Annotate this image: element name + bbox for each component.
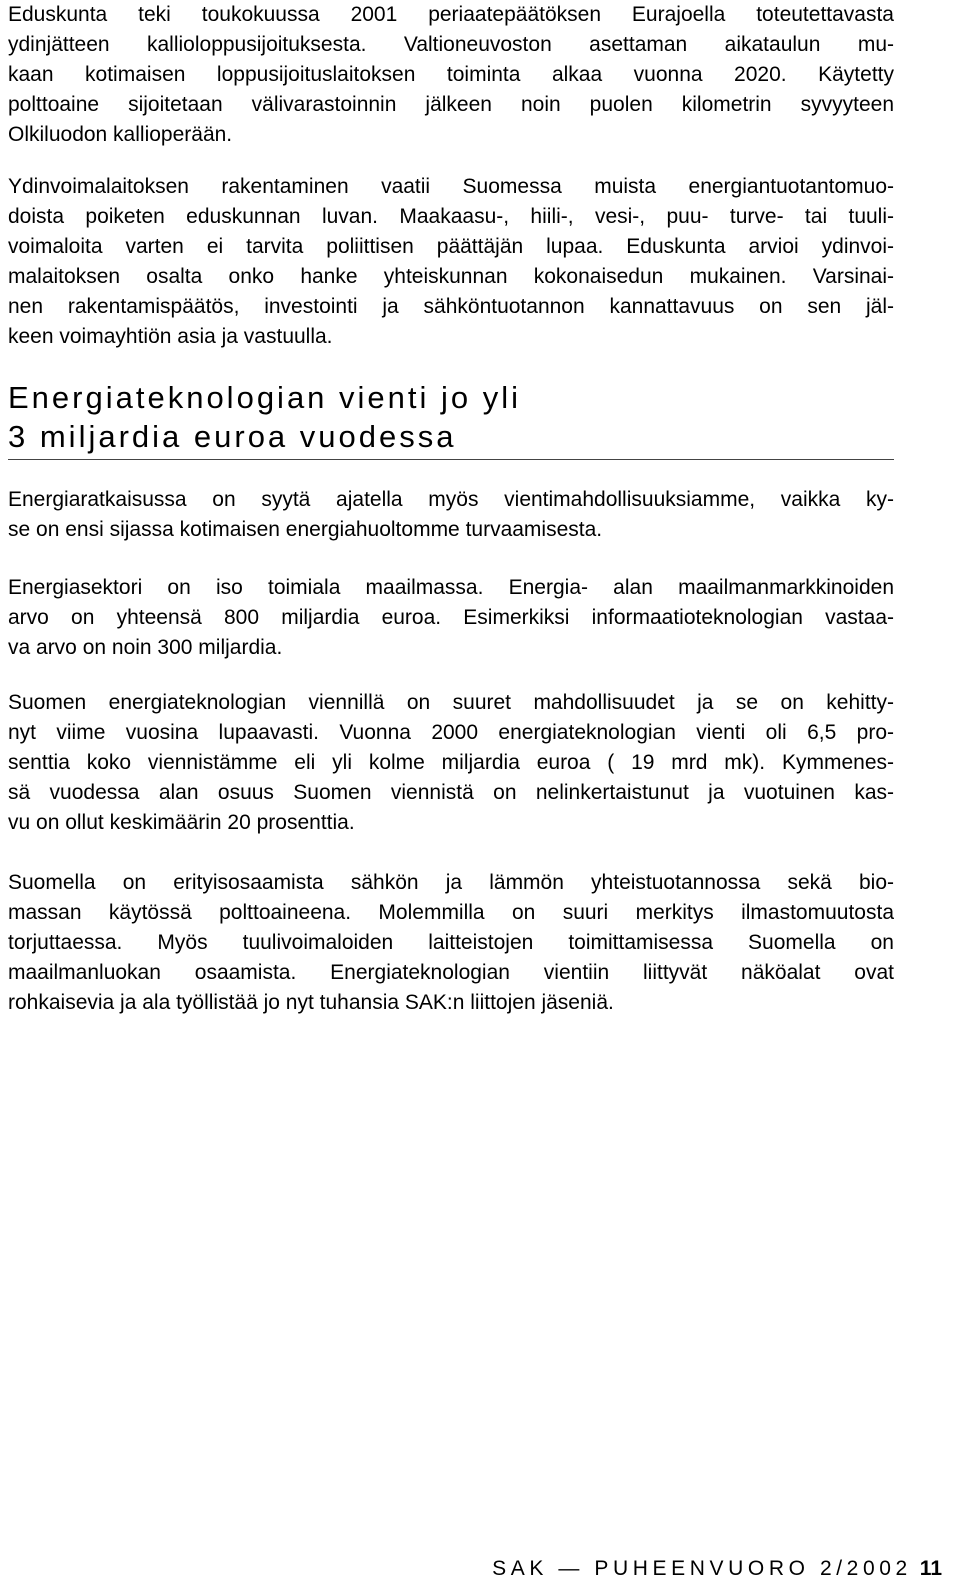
paragraph-1 [8,0,894,150]
paragraph-line: vu on ollut keskimäärin 20 prosenttia. [8,811,355,834]
paragraph-line: doista poiketen eduskunnan luvan. Maakaasu-, hiili-, vesi-, puu- turve- tai tuuli- [8,205,894,228]
paragraph-line: Energiasektori on iso toimiala maailmassa. Energia- alan maailmanmarkkinoiden [8,576,894,599]
page-number: 11 [919,1557,942,1580]
paragraph-line: se on ensi sijassa kotimaisen energiahuoltomme turvaamisesta. [8,518,603,541]
paragraph-line: massan käytössä polttoaineena. Molemmilla on suuri merkitys ilmastomuutosta [8,901,894,924]
footer-publication: SAK — PUHEENVUORO 2/2002 [492,1557,912,1580]
paragraph-line: va arvo on noin 300 miljardia. [8,636,283,659]
paragraph-4 [8,573,894,663]
paragraph-line: torjuttaessa. Myös tuulivoimaloiden laitteistojen toimittamisessa Suomella on [8,931,894,954]
paragraph-line: Energiaratkaisussa on syytä ajatella myös vientimahdollisuuksiamme, vaikka ky- [8,488,894,511]
paragraph-line: arvo on yhteensä 800 miljardia euroa. Esimerkiksi informaatioteknologian vastaa- [8,606,894,629]
paragraph-line: keen voimayhtiön asia ja vastuulla. [8,325,333,348]
paragraph-line: voimaloita varten ei tarvita poliittisen päättäjän lupaa. Eduskunta arvioi ydinvoi- [8,235,894,258]
paragraph-line: malaitoksen osalta onko hanke yhteiskunnan kokonaisedun mukainen. Varsinai- [8,265,894,288]
paragraph-line: Ydinvoimalaitoksen rakentaminen vaatii Suomessa muista energiantuotantomuo- [8,175,894,198]
heading-divider [8,459,894,460]
paragraph-2 [8,172,894,352]
paragraph-line: kaan kotimaisen loppusijoituslaitoksen toiminta alkaa vuonna 2020. Käytetty [8,63,894,86]
paragraph-6 [8,868,894,1018]
paragraph-line: senttia koko viennistämme eli yli kolme miljardia euroa ( 19 mrd mk). Kymmenes- [8,751,894,774]
section-heading-line: 3 miljardia euroa vuodessa [8,419,457,454]
section-heading [8,378,894,456]
paragraph-line: ydinjätteen kallioloppusijoituksesta. Valtioneuvoston asettaman aikataulun mu- [8,33,894,56]
paragraph-line: polttoaine sijoitetaan välivarastoinnin jälkeen noin puolen kilometrin syvyyteen [8,93,894,116]
paragraph-line: rohkaisevia ja ala työllistää jo nyt tuhansia SAK:n liittojen jäseniä. [8,991,614,1014]
paragraph-line: Suomen energiateknologian viennillä on suuret mahdollisuudet ja se on kehitty- [8,691,894,714]
paragraph-line: nyt viime vuosina lupaavasti. Vuonna 2000 energiateknologian vienti oli 6,5 pro- [8,721,894,744]
paragraph-line: nen rakentamispäätös, investointi ja sähköntuotannon kannattavuus on sen jäl- [8,295,894,318]
paragraph-line: Suomella on erityisosaamista sähkön ja lämmön yhteistuotannossa sekä bio- [8,871,894,894]
page-footer [492,1556,942,1582]
section-heading-line: Energiateknologian vienti jo yli [8,380,522,415]
paragraph-5 [8,688,894,838]
paragraph-line: sä vuodessa alan osuus Suomen viennistä on nelinkertaistunut ja vuotuinen kas- [8,781,894,804]
paragraph-3 [8,485,894,545]
paragraph-line: Olkiluodon kallioperään. [8,123,233,146]
paragraph-line: maailmanluokan osaamista. Energiateknologian vientiin liittyvät näköalat ovat [8,961,894,984]
paragraph-line: Eduskunta teki toukokuussa 2001 periaatepäätöksen Eurajoella toteutettavasta [8,3,894,26]
